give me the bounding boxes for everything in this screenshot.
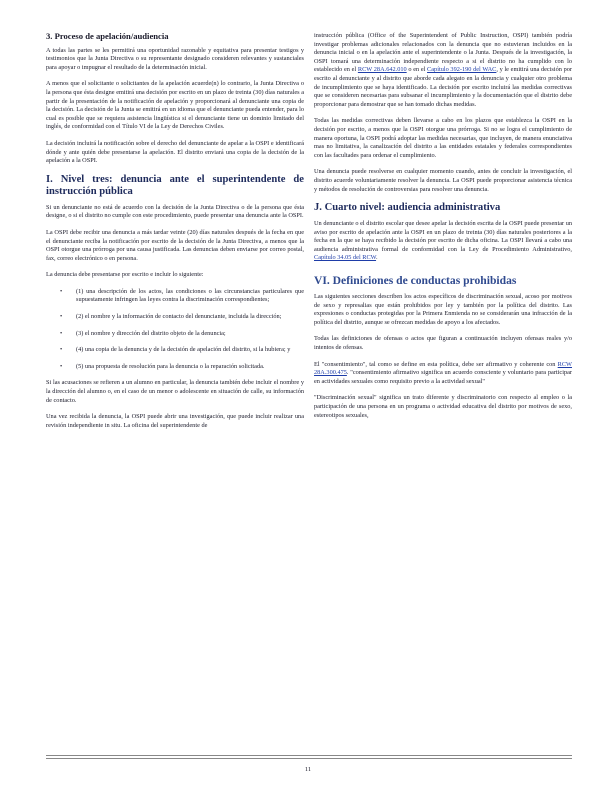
list-item	[46, 330, 304, 339]
left-column	[46, 32, 304, 438]
bullet: •	[60, 329, 63, 337]
paragraph	[314, 220, 572, 263]
paragraph: "Discriminación sexual" significa un trato diferente y discriminatorio con respecto al empleo o la participación de una persona en un programa o actividad educativa del distrito por motivos de sexo, estereotipos sexuales,	[314, 394, 572, 419]
list-item	[46, 313, 304, 322]
paragraph	[314, 32, 572, 109]
section-heading-cuarto-nivel: J. Cuarto nivel: audiencia administrativa	[314, 202, 501, 214]
paragraph: Si las acusaciones se refieren a un alumno en particular, la denuncia también debe incluir el nombre y la dirección del alumno o, en el caso de un menor o adolescente en situación de calle, su información de contacto.	[46, 379, 304, 404]
paragraph	[314, 361, 572, 387]
list-item	[46, 363, 304, 372]
bullet: •	[60, 313, 63, 321]
paragraph-text: . "consentimiento afirmativo significa un acuerdo consciente y voluntario para participar en actividades sexuales como requisito previo a la actividad sexual"	[314, 369, 572, 385]
paragraph-text: El "consentimiento", tal como se define en esta política, debe ser afirmativo y coherente con	[314, 360, 556, 368]
list-item-text: (1) una descripción de los actos, las condiciones o las circunstancias particulares que supuestamente infringen las leyes contra la discriminación correspondientes;	[76, 287, 304, 304]
paragraph: La denuncia debe presentarse por escrito e incluir lo siguiente:	[46, 271, 204, 279]
wac-392-190-link[interactable]: Capítulo 392-190 del WAC	[427, 66, 497, 74]
paragraph-text: , y le emitirá una decisión por escrito al denunciante y al distrito que aborde cada alegato en la denuncia y cualquier otro problema de incumplimiento que se haya identificado. La decisión por escrito incluirá las medidas correctivas que se consideren necesarias para subsanar el incumplimiento y la documentación que el distrito debe proporcionar para demostrar que se han tomado dichas medidas.	[314, 66, 572, 108]
bullet: •	[60, 287, 63, 295]
section-heading-nivel-tres: I. Nivel tres: denuncia ante el superintendente de instrucción pública	[46, 173, 304, 197]
list-item	[46, 346, 304, 355]
paragraph: Todas las medidas correctivas deben llevarse a cabo en los plazos que establezca la OSPI en la decisión por escrito, a menos que la OSPI otorgue una prórroga. Si no se logra el cumplimiento de manera oportuna, la OSPI podrá adoptar las medidas necesarias, que incluyen, de manera enunciativa mas no limitativa, la canalización del distrito a las entidades estatales y federales correspondientes con las facultades para ordenar el cumplimiento.	[314, 117, 572, 159]
list-item-text: (5) una propuesta de resolución para la denuncia o la reparación solicitada.	[76, 362, 265, 370]
paragraph: La decisión incluirá la notificación sobre el derecho del denunciante de apelar a la OSPI e identificará dónde y ante quién debe presentarse la apelación. El distrito enviará una copia de la decisión de la apelación a la OSPI.	[46, 139, 304, 165]
rcw-34-05-link[interactable]: Capítulo 34.05 del RCW	[314, 254, 377, 262]
paragraph-text: o en el	[408, 66, 426, 74]
paragraph: Todas las definiciones de ofensas o actos que figuran a continuación incluyen ofensas reales y/o intentos de ofensas.	[314, 335, 572, 352]
paragraph: A menos que el solicitante o solicitantes de la apelación acuerde(n) lo contrario, la Junta Directiva o la persona que ésta designe emitirá una decisión por escrito en un plazo de treinta (30) días naturales a partir de la presentación de la notificación de apelación y proporcionará al denunciante una copia de la decisión. La decisión de la Junta se emitirá en un idioma que el denunciante pueda entender, para lo cual es posible que se requiera asistencia lingüística si el denunciante tiene un dominio limitado del inglés, de conformidad con el Título VI de la Ley de Derechos Civiles.	[46, 80, 304, 131]
section-heading-proceso: 3. Proceso de apelación/audiencia	[46, 31, 169, 41]
list-item-text: (2) el nombre y la información de contacto del denunciante, incluida la dirección;	[76, 313, 282, 321]
rcw-28a-300-475-link[interactable]: RCW 28A.300.475	[314, 360, 572, 377]
paragraph-text: .	[376, 254, 378, 262]
footer-divider	[46, 755, 572, 756]
paragraph: A todas las partes se les permitirá una oportunidad razonable y equitativa para presentar testigos y testimonios que la Junta Directiva o su representante designado consideren relevantes y sustanciales para apoyar o impugnar el resultado de la determinación inicial.	[46, 46, 304, 71]
page-number: 11	[304, 766, 312, 773]
right-column	[314, 32, 572, 428]
paragraph: Si un denunciante no está de acuerdo con la decisión de la Junta Directiva o de la persona que ésta designe, o si el distrito no cumple con este procedimiento, puede presentar una denuncia ante la OSPI.	[46, 203, 304, 220]
bullet: •	[60, 362, 63, 370]
paragraph: Las siguientes secciones describen los actos específicos de discriminación sexual, acoso por motivos de sexo y represalias que están prohibidos por ley y también por la política del distrito. Las expresiones o conductas protegidas por la Primera Enmienda no se considerarán una infracción de la política del distrito, aunque se ofrezcan medidas de apoyo a los afectados.	[314, 293, 572, 326]
rcw-28a-642-010-link[interactable]: RCW 28A.642.010	[357, 66, 407, 74]
bullet: •	[60, 346, 63, 354]
paragraph-text: instrucción pública (Office of the Superintendent of Public Instruction, OSPI) también podría investigar problemas adicionales relacionados con la denuncia que no estuvieran incluidos en la denuncia inicial o en la apelación ante el superintendente o la Junta. Después de la investigación, la OSPI tomará una determinación independiente respecto a si el distrito no ha cumplido con lo establecido en el	[314, 32, 572, 74]
footer-divider	[46, 758, 572, 759]
section-heading-definiciones: VI. Definiciones de conductas prohibidas	[314, 274, 517, 288]
list-item	[46, 288, 304, 305]
paragraph: La OSPI debe recibir una denuncia a más tardar veinte (20) días naturales después de la fecha en que el denunciante reciba la notificación por escrito de la decisión de la Junta Directiva, a menos que la OSPI otorgue una prórroga por una causa justificada. Las denuncias deben enviarse por correo postal, fax, correo electrónico o en persona.	[46, 228, 304, 262]
paragraph-text: Un denunciante o el distrito escolar que desee apelar la decisión escrita de la OSPI puede presentar un aviso por escrito de apelación ante la OSPI en un plazo de treinta (30) días naturales posteriores a la fecha en la que se haya recibido la decisión por escrito de dicha oficina. La OSPI llevará a cabo una audiencia administrativa formal de conformidad con la Ley de Procedimiento Administrativo,	[314, 220, 572, 253]
paragraph: Una denuncia puede resolverse en cualquier momento cuando, antes de concluir la investigación, el distrito acuerde voluntariamente resolver la denuncia. La OSPI puede proporcionar asistencia técnica y métodos de resolución de controversias para resolver una denuncia.	[314, 168, 572, 193]
list-item-text: (4) una copia de la denuncia y de la decisión de apelación del distrito, si la hubiera; y	[76, 346, 291, 354]
list-item-text: (3) el nombre y dirección del distrito objeto de la denuncia;	[76, 329, 226, 337]
paragraph: Una vez recibida la denuncia, la OSPI puede abrir una investigación, que puede incluir realizar una revisión independiente in situ. La oficina del superintendente de	[46, 413, 304, 429]
